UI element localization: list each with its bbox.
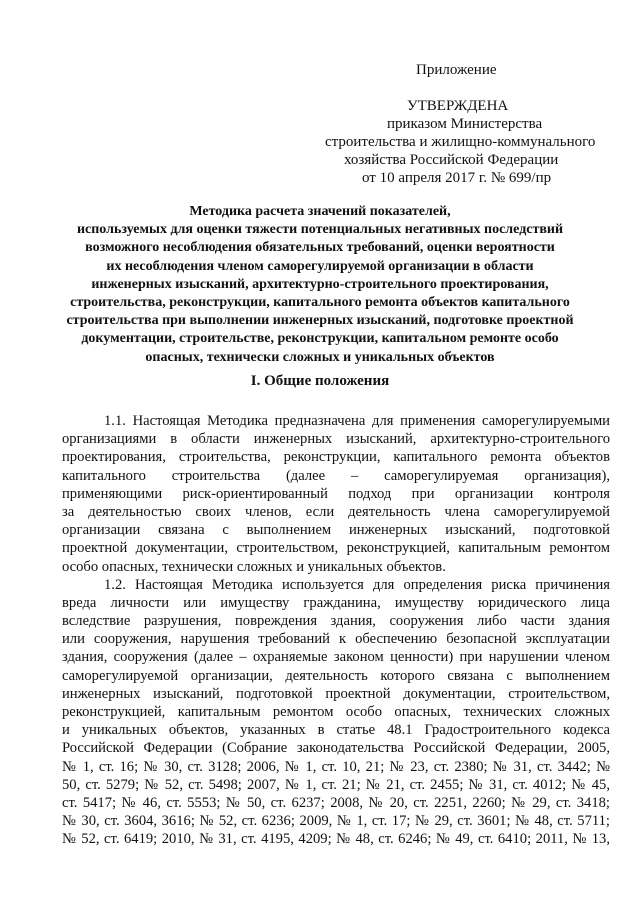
paragraph-line: № 1, ст. 16; № 30, ст. 3128; 2006, № 1, ст. 10, 21; № 23, ст. 2380; № 31, ст. 3442; №: [62, 758, 610, 775]
paragraph-line: организации связана с выполнением инженерных изысканий, подготовкой: [62, 522, 610, 539]
document-title: [40, 203, 600, 367]
title-line: опасных, технически сложных и уникальных объектов: [145, 349, 495, 365]
paragraph-line: Российской Федерации (Собрание законодательства Российской Федерации, 2005,: [62, 740, 610, 757]
paragraph: [62, 576, 610, 849]
paragraph-line: инженерных изысканий, подготовкой проектной документации, строительством,: [62, 685, 610, 702]
paragraph-line: и уникальных объектов, указанных в статье 48.1 Градостроительного кодекса: [62, 722, 610, 739]
approval-line: хозяйства Российской Федерации: [344, 152, 559, 168]
paragraph-line: вреда личности или имуществу гражданина, имуществу юридического лица: [62, 594, 610, 611]
title-line: возможного несоблюдения обязательных требований, оценки вероятности: [85, 240, 555, 256]
paragraph-line: реконструкцией, капитальным ремонтом особо опасных, технических сложных: [62, 704, 610, 720]
paragraph-line: организациями в области инженерных изысканий, архитектурно-строительного: [62, 431, 610, 448]
title-line: строительства, реконструкции, капитального ремонта объектов капитального: [70, 295, 570, 311]
body-text: [62, 412, 610, 849]
paragraph-line: 50, ст. 5279; № 52, ст. 5498; 2007, № 1, ст. 21; № 21, ст. 2455; № 31, ст. 4012; № 45,: [62, 776, 610, 793]
paragraph-line: проектной документации, строительством, реконструкцией, капитальным ремонтом: [62, 540, 610, 557]
approval-line: строительства и жилищно-коммунального: [325, 134, 596, 150]
paragraph-line: 1.1. Настоящая Методика предназначена для применения саморегулируемыми: [104, 413, 610, 429]
paragraph-line: применяющими риск-ориентированный подход при организации контроля: [62, 485, 610, 502]
title-line: документации, строительстве, реконструкции, капитальном ремонте особо: [81, 331, 559, 347]
paragraph-line: особо опасных, технически сложных и уникальных объектов.: [62, 558, 446, 575]
paragraph-line: здания, сооружения (далее – охраняемые законом ценности) при нарушении членом: [62, 649, 610, 666]
title-line: их несоблюдения членом саморегулируемой организации в области: [106, 258, 534, 274]
paragraph-line: вследствие разрушения, повреждения здания, сооружения либо части здания: [62, 613, 610, 630]
title-line: строительства при выполнении инженерных изысканий, подготовке проектной: [66, 313, 574, 329]
approval-line: от 10 апреля 2017 г. № 699/пр: [362, 170, 552, 186]
section-heading: I. Общие положения: [250, 373, 390, 389]
paragraph-line: или сооружения, нарушения требований к обеспечению безопасной эксплуатации: [62, 631, 610, 648]
appendix-label: Приложение: [416, 62, 497, 78]
paragraph-line: саморегулируемой организации, деятельность которого связана с выполнением: [62, 667, 610, 684]
paragraph-line: ст. 5417; № 46, ст. 5553; № 50, ст. 6237; 2008, № 20, ст. 2251, 2260; № 29, ст. 3418;: [62, 794, 610, 811]
paragraph-line: 1.2. Настоящая Методика используется для определения риска причинения: [104, 576, 610, 593]
paragraph-line: капитального строительства (далее – саморегулируемая организация),: [62, 467, 610, 484]
paragraph-line: проектирования, строительства, реконструкции, капитального ремонта объектов: [62, 449, 610, 466]
approved-label: УТВЕРЖДЕНА: [407, 98, 509, 114]
paragraph-line: № 52, ст. 6419; 2010, № 31, ст. 4195, 4209; № 48, ст. 6246; № 49, ст. 6410; 2011, № 13,: [62, 831, 610, 848]
paragraph-line: за деятельностью своих членов, если деятельность члена саморегулируемой: [62, 503, 610, 520]
title-line: Методика расчета значений показателей,: [189, 204, 451, 219]
paragraph: [62, 412, 610, 576]
title-line: используемых для оценки тяжести потенциальных негативных последствий: [76, 222, 564, 238]
approval-line: приказом Министерства: [387, 116, 543, 132]
paragraph-line: № 30, ст. 3604, 3616; № 52, ст. 6236; 2009, № 1, ст. 17; № 29, ст. 3601; № 48, ст. 5711;: [62, 813, 610, 830]
title-line: инженерных изысканий, архитектурно-строительного проектирования,: [91, 276, 549, 292]
